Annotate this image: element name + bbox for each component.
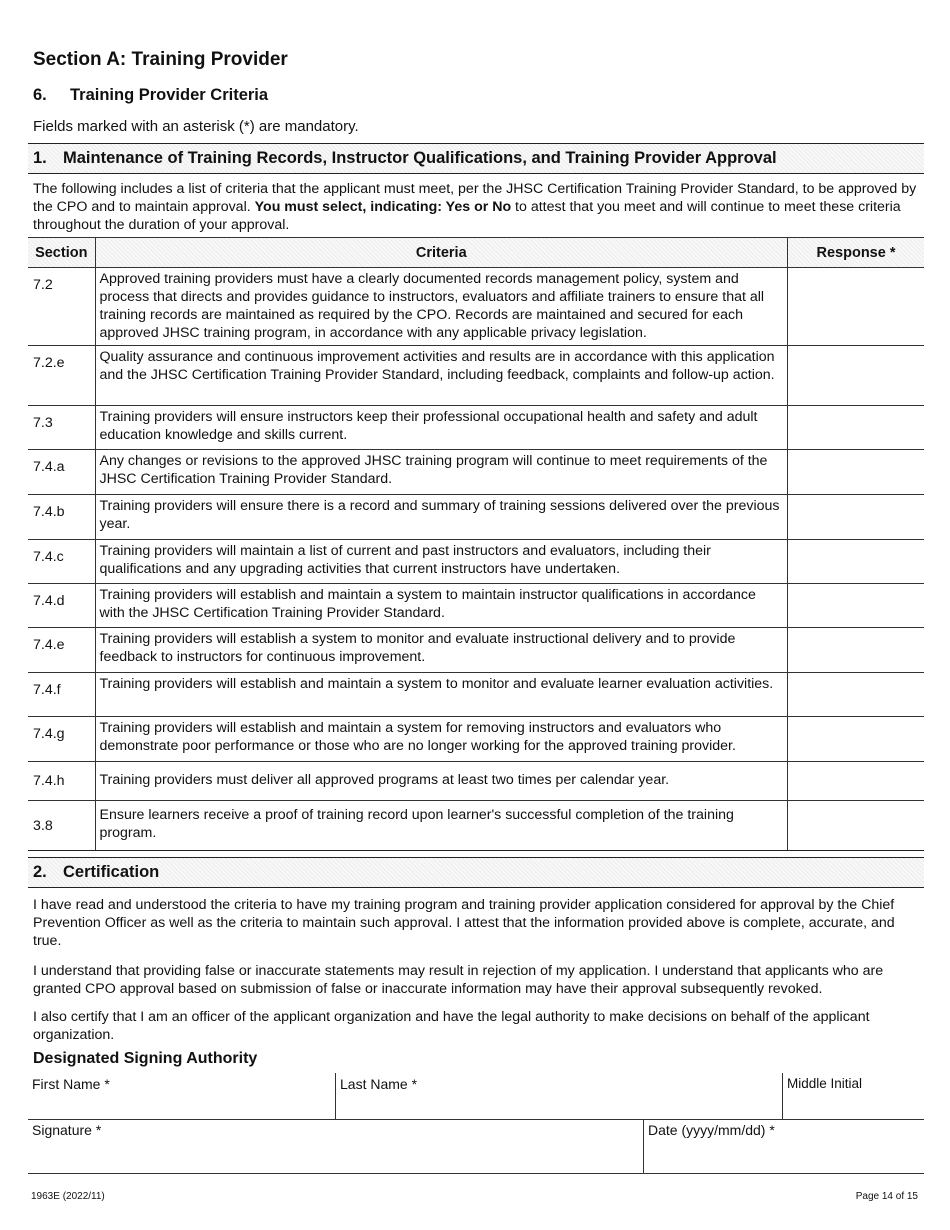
response-field[interactable]: [788, 346, 925, 406]
response-field[interactable]: [788, 717, 925, 762]
certification-paragraph-1: I have read and understood the criteria to have my training program and training provider application considered for approval by the Chief Prevention Officer as well as the criteria to maintain such approval. I attest that the information provided above is complete, accurate, and true.: [33, 897, 895, 949]
form-id: 1963E (2022/11): [31, 1191, 105, 1202]
table-row: [28, 540, 924, 584]
row-section: 7.4.e: [28, 628, 95, 673]
table-row: [28, 450, 924, 495]
table-row: [28, 762, 924, 801]
signature-field[interactable]: [28, 1119, 643, 1173]
part2-number: 2.: [33, 863, 47, 881]
response-field[interactable]: [788, 450, 925, 495]
row-section: 7.2: [28, 268, 95, 346]
table-row: [28, 584, 924, 628]
part1-number: 1.: [33, 149, 47, 167]
row-section: 7.2.e: [28, 346, 95, 406]
row-criteria: Training providers must deliver all approved programs at least two times per calendar year.: [95, 762, 788, 801]
section-title: Section A: Training Provider: [33, 49, 288, 70]
middle-initial-field[interactable]: [782, 1073, 924, 1119]
part1-header: [28, 143, 924, 174]
row-criteria: Training providers will ensure instructors keep their professional occupational health and safety and adult education knowledge and skills current.: [95, 406, 788, 450]
subsection-heading: [33, 86, 268, 105]
table-row: [28, 628, 924, 673]
row-section: 7.4.f: [28, 673, 95, 717]
table-row: [28, 801, 924, 851]
intro-text-a: The following includes a list of criteria that the applicant must meet, per the JHSC Certification Training Provider Standard, to be approved by the CPO and to maintain approval.: [33, 181, 917, 215]
date-label: Date (yyyy/mm/dd) *: [648, 1122, 775, 1138]
response-field[interactable]: [788, 673, 925, 717]
name-row: [28, 1073, 924, 1120]
intro-text-b: to attest that you meet and will continue to meet these criteria throughout the duration of your approval.: [33, 199, 901, 233]
row-criteria: Training providers will establish and maintain a system to monitor and evaluate learner evaluation activities.: [95, 673, 788, 717]
row-criteria: Approved training providers must have a clearly documented records management policy, system and process that directs and provides guidance to instructors, evaluators and affiliate trainers to ensure that all training records are maintained as required by the CPO. Records are maintained and secured for each approved JHSC training program, in accordance with any applicable privacy legislation.: [95, 268, 788, 346]
response-field[interactable]: [788, 495, 925, 540]
row-section: 7.4.c: [28, 540, 95, 584]
part2-title: Certification: [63, 863, 160, 881]
signature-label: Signature *: [32, 1122, 102, 1138]
response-field[interactable]: [788, 584, 925, 628]
response-field[interactable]: [788, 801, 925, 851]
row-criteria: Any changes or revisions to the approved JHSC training program will continue to meet requirements of the JHSC Certification Training Provider Standard.: [95, 450, 788, 495]
table-row: [28, 406, 924, 450]
row-criteria: Training providers will establish and maintain a system for removing instructors and evaluators who demonstrate poor performance or those who are no longer working for the approved training provider.: [95, 717, 788, 762]
mandatory-note: Fields marked with an asterisk (*) are mandatory.: [33, 118, 359, 135]
criteria-table: [28, 237, 924, 851]
row-criteria: Quality assurance and continuous improvement activities and results are in accordance with this application and the JHSC Certification Training Provider Standard, including feedback, complaints and follow-up action.: [95, 346, 788, 406]
signing-authority-heading: Designated Signing Authority: [33, 1050, 258, 1067]
subsection-title: Training Provider Criteria: [70, 86, 269, 104]
row-criteria: Training providers will establish a system to monitor and evaluate instructional delivery and to provide feedback to instructors for continuous improvement.: [95, 628, 788, 673]
table-row: [28, 495, 924, 540]
response-field[interactable]: [788, 762, 925, 801]
date-field[interactable]: [643, 1119, 924, 1173]
response-field[interactable]: [788, 540, 925, 584]
row-section: 7.4.h: [28, 762, 95, 801]
row-section: 7.3: [28, 406, 95, 450]
intro-text-bold: You must select, indicating: Yes or No: [254, 199, 512, 215]
row-section: 3.8: [28, 801, 95, 851]
page-number: Page 14 of 15: [855, 1191, 918, 1202]
table-row: [28, 268, 924, 346]
header-criteria: Criteria: [95, 238, 788, 268]
table-row: [28, 673, 924, 717]
header-section: Section: [28, 238, 95, 268]
row-section: 7.4.b: [28, 495, 95, 540]
row-criteria: Training providers will maintain a list of current and past instructors and evaluators, including their qualifications and any upgrading activities that current instructors have undertaken.: [95, 540, 788, 584]
middle-initial-label: Middle Initial: [787, 1076, 863, 1091]
table-row: [28, 717, 924, 762]
table-row: [28, 346, 924, 406]
response-field[interactable]: [788, 406, 925, 450]
response-field[interactable]: [788, 268, 925, 346]
row-section: 7.4.a: [28, 450, 95, 495]
certification-paragraph-3: I also certify that I am an officer of the applicant organization and have the legal authority to make decisions on behalf of the applicant organization.: [33, 1009, 870, 1043]
part2-header: [28, 857, 924, 888]
certification-paragraph-2: I understand that providing false or inaccurate statements may result in rejection of my application. I understand that applicants who are granted CPO approval based on submission of false or inaccurate information may have their approval subsequently revoked.: [33, 963, 884, 997]
signature-row: [28, 1119, 924, 1174]
row-criteria: Training providers will ensure there is a record and summary of training sessions delivered over the previous year.: [95, 495, 788, 540]
row-criteria: Training providers will establish and maintain a system to maintain instructor qualifications in accordance with the JHSC Certification Training Provider Standard.: [95, 584, 788, 628]
part1-title: Maintenance of Training Records, Instructor Qualifications, and Training Provider Approval: [63, 149, 777, 167]
row-section: 7.4.d: [28, 584, 95, 628]
row-section: 7.4.g: [28, 717, 95, 762]
subsection-number: 6.: [33, 86, 47, 104]
last-name-field[interactable]: [335, 1073, 782, 1119]
first-name-label: First Name *: [32, 1076, 110, 1092]
response-field[interactable]: [788, 628, 925, 673]
header-response: Response *: [788, 238, 925, 268]
last-name-label: Last Name *: [340, 1076, 418, 1092]
row-criteria: Ensure learners receive a proof of training record upon learner's successful completion of the training program.: [95, 801, 788, 851]
part1-intro: [33, 180, 921, 234]
first-name-field[interactable]: [28, 1073, 335, 1119]
